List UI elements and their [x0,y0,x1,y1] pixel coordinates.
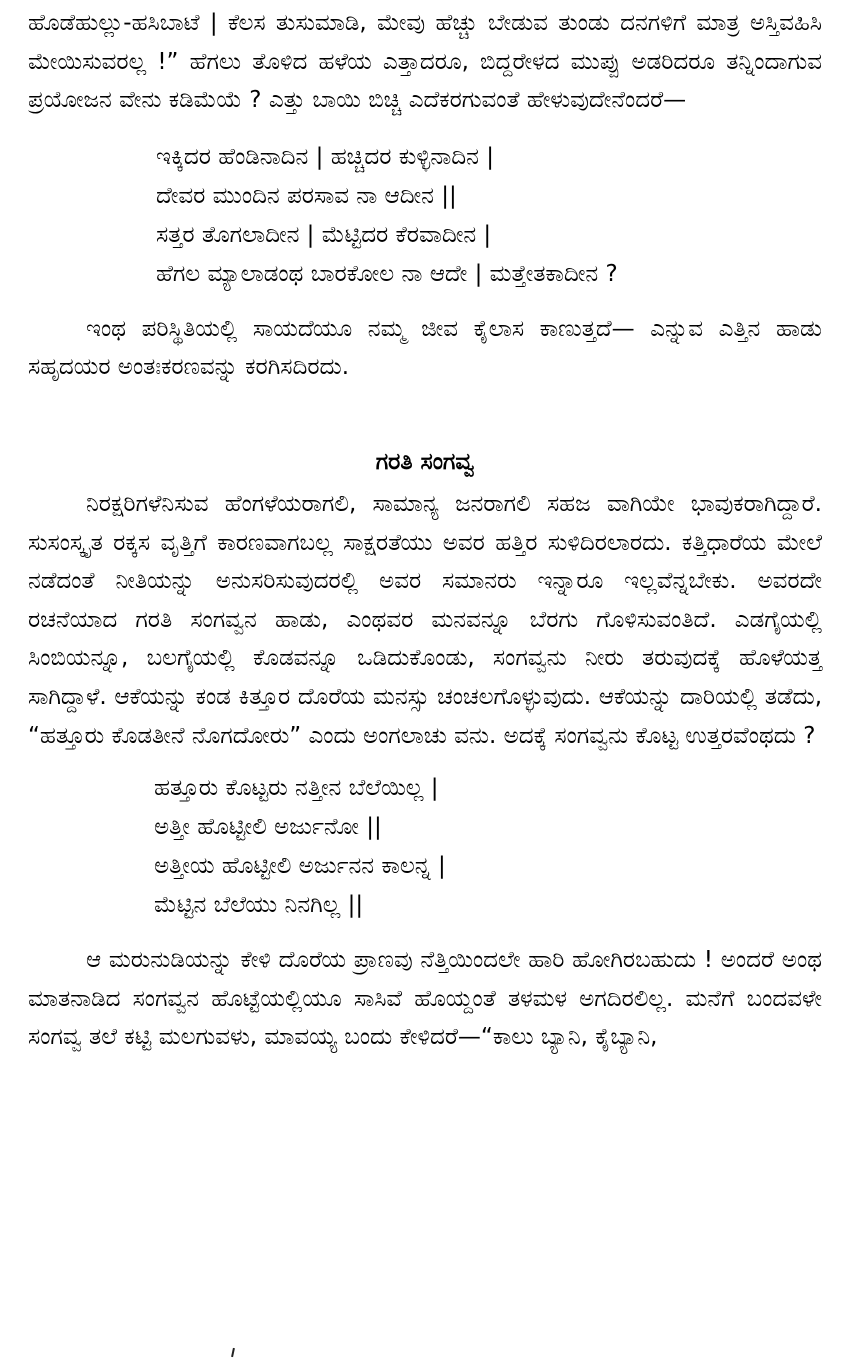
closing-paragraph: ಆ ಮರುನುಡಿಯನ್ನು ಕೇಳಿ ದೊರೆಯ ಪ್ರಾಣವು ನೆತ್ತಿಯಿಂದಲೇ ಹಾರಿ ಹೋಗಿರಬಹುದು ! ಅಂದರೆ ಅಂಥ ಮಾತನಾಡಿದ ಸಂಗವ್ವನ ಹೊಟ್ಟೆಯಲ್ಲಿಯೂ ಸಾಸಿವೆ ಹೊಯ್ದಂತೆ ತಳಮಳ ಅಗದಿರಲಿಲ್ಲ. ಮನೆಗೆ ಬಂದವಳೇ ಸಂಗವ್ವ ತಲೆ ಕಟ್ಟಿ ಮಲಗುವಳು, ಮಾವಯ್ಯ ಬಂದು ಕೇಳಿದರೆ—“ಕಾಲು ಬ್ಯಾನಿ, ಕೈಬ್ಯಾನಿ, [28,947,822,1051]
verse-line: ಹತ್ತೂರು ಕೊಟ್ಟರು ನತ್ತೀನ ಬೆಲೆಯಿಲ್ಲ | [154,775,439,802]
verse-line: ಹೆಗಲ ಮ್ಯಾಲಾಡಂಥ ಬಾರಕೋಲ ನಾ ಆದೇ | ಮತ್ತೇತಕಾದೀನ ? [156,260,618,287]
intro-paragraph: ಹೊಡೆಹುಲ್ಲು-ಹಸಿಬಾಟೆ | ಕೆಲಸ ತುಸುಮಾಡಿ, ಮೇವು ಹೆಚ್ಚು ಬೇಡುವ ತುಂಡು ದನಗಳಿಗೆ ಮಾತ್ರ ಅಸ್ತಿವಹಿಸಿ ಮೇಯಿಸುವರಲ್ಲ !” ಹೆಗಲು ತೊಳಿದ ಹಳೆಯ ಎತ್ತಾದರೂ, ಬಿದ್ದರೇಳದ ಮುಪ್ಪು ಅಡರಿದರೂ ತನ್ನಿಂದಾಗುವ ಪ್ರಯೋಜನ ವೇನು ಕಡಿಮೆಯೆ ? ಎತ್ತು ಬಾಯಿ ಬಿಚ್ಚಿ ಎದೆಕರಗುವಂತೆ ಹೇಳುವುದೇನೆಂದರೆ— [28,10,822,114]
after-verse-paragraph: ಇಂಥ ಪರಿಸ್ಥಿತಿಯಲ್ಲಿ ಸಾಯದೆಯೂ ನಮ್ಮ ಜೀವ ಕೈಲಾಸ ಕಾಣುತ್ತದೆ— ಎನ್ನುವ ಎತ್ತಿನ ಹಾಡು ಸಹೃದಯರ ಅಂತಃಕರಣವನ್ನು ಕರಗಿಸದಿರದು. [28,315,822,381]
ox-song-verse [156,138,822,294]
verse-line: ಸತ್ತರ ತೊಗಲಾದೀನ | ಮೆಟ್ಟಿದರ ಕೆರವಾದೀನ | [156,221,492,248]
verse-line: ದೇವರ ಮುಂದಿನ ಪರಸಾವ ನಾ ಆದೀನ || [156,182,457,209]
verse-line: ಇಕ್ಕಿದರ ಹೆಂಡಿನಾದಿನ | ಹಚ್ಚಿದರ ಕುಳ್ಳಿನಾದಿನ | [156,143,494,170]
sangavva-song-verse [154,769,822,925]
section-heading: ಗರತಿ ಸಂಗವ್ವ [375,448,475,475]
verse-line: ಮೆಟ್ಟಿನ ಬೆಲೆಯು ನಿನಗಿಲ್ಲ || [154,892,364,919]
verse-line: ಅತ್ತೀಯ ಹೊಟ್ಟೀಲಿ ಅರ್ಜುನನ ಕಾಲನ್ನ | [154,853,446,880]
verse-line: ಅತ್ತೀ ಹೊಟ್ಟೀಲಿ ಅರ್ಜುನೋ || [154,814,382,841]
section-paragraph: ನಿರಕ್ಷರಿಗಳೆನಿಸುವ ಹೆಂಗಳೆಯರಾಗಲಿ, ಸಾಮಾನ್ಯ ಜನರಾಗಲಿ ಸಹಜ ವಾಗಿಯೇ ಭಾವುಕರಾಗಿದ್ದಾರೆ. ಸುಸಂಸ್ಕೃತ ರಕ್ಕಸ ವೃತ್ತಿಗೆ ಕಾರಣವಾಗಬಲ್ಲ ಸಾಕ್ಷರತೆಯು ಅವರ ಹತ್ತಿರ ಸುಳಿದಿರಲಾರದು. ಕತ್ತಿಧಾರೆಯ ಮೇಲೆ ನಡೆದಂತೆ ನೀತಿಯನ್ನು ಅನುಸರಿಸುವುದರಲ್ಲಿ ಅವರ ಸಮಾನರು ಇನ್ನಾರೂ ಇಲ್ಲವೆನ್ನಬೇಕು. ಅವರದೇ ರಚನೆಯಾದ ಗರತಿ ಸಂಗವ್ವನ ಹಾಡು, ಎಂಥವರ ಮನವನ್ನೂ ಬೆರಗು ಗೊಳಿಸುವಂತಿದೆ. ಎಡಗೈಯಲ್ಲಿ ಸಿಂಬಿಯನ್ನೂ, ಬಲಗೈಯಲ್ಲಿ ಕೊಡವನ್ನೂ ಒಡಿದುಕೊಂಡು, ಸಂಗವ್ವನು ನೀರು ತರುವುದಕ್ಕೆ ಹೊಳೆಯತ್ತ ಸಾಗಿದ್ದಾಳೆ. ಆಕೆಯನ್ನು ಕಂಡ ಕಿತ್ತೂರ ದೊರೆಯ ಮನಸ್ಸು ಚಂಚಲಗೊಳ್ಳುವುದು. ಆಕೆಯನ್ನು ದಾರಿಯಲ್ಲಿ ತಡೆದು, “ಹತ್ತೂರು ಕೊಡತೀನೆ ನೊಗದೋರು” ಎಂದು ಅಂಗಲಾಚು ವನು. ಅದಕ್ಕೆ ಸಂಗವ್ವನು ಕೊಟ್ಟ ಉತ್ತರವೆಂಥದು ? [28,490,822,749]
